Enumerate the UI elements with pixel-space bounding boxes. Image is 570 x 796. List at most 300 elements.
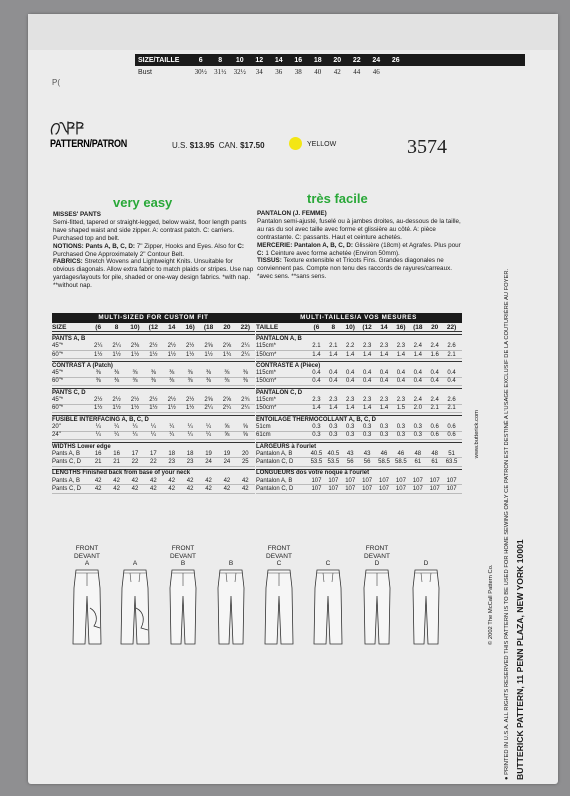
table-cell: 0.4 (379, 378, 389, 385)
table-row: 115cm* 2.3 2.3 2.3 2.3 2.3 2.3 2.4 2.4 2.6 (256, 396, 462, 404)
vertical-website: www.butterick.com (474, 410, 480, 459)
size-value: 16 (294, 56, 303, 64)
pants-sketches (60, 545, 460, 660)
bust-value: 36 (275, 68, 283, 76)
table-cell: ¼ (150, 432, 156, 439)
table-cell: 2.0 (413, 405, 422, 412)
table-cell: 1½ (112, 351, 121, 358)
table-cell: 0.4 (362, 378, 372, 385)
french-title: PANTALON (J. FEMME) (257, 210, 327, 217)
table-cell: ¼ (169, 423, 175, 430)
table-cell: 0.4 (346, 378, 355, 385)
table-cell: 2.3 (379, 397, 389, 404)
table-cell: 0.4 (396, 378, 406, 385)
size-label: SIZE/TAILLE (138, 56, 180, 64)
table-cell: 42 (131, 477, 139, 484)
table-cell: 58.5 (378, 459, 390, 466)
table-cell: 107 (412, 485, 423, 492)
table-cell: 2¼ (112, 343, 121, 350)
table-cell: 42 (223, 477, 231, 484)
table-cell: 48 (431, 450, 439, 457)
table-cell: ⅜ (224, 378, 230, 385)
table-cell: 2.3 (379, 343, 389, 350)
table-cell: 1½ (130, 405, 140, 412)
table-cell: 0.3 (312, 423, 321, 430)
table-cell: 107 (429, 485, 440, 492)
table-cell: ⅜ (242, 370, 248, 377)
pants-icon (411, 568, 441, 646)
table-cell: 19 (205, 450, 212, 457)
envelope-flap (28, 14, 558, 50)
table-row: 150cm* 1.4 1.4 1.4 1.4 1.4 1.5 2.0 2.1 2.1 (256, 405, 462, 413)
table-row: 150cm* 1.4 1.4 1.4 1.4 1.4 1.4 1.4 1.6 2.1 (256, 351, 462, 359)
table-cell: 2½ (149, 397, 158, 404)
table-cell: 0.3 (312, 432, 321, 439)
table-cell: ⅝ (224, 423, 230, 430)
table-cell: 42 (241, 477, 249, 484)
table-cell: ¼ (114, 432, 120, 439)
table-cell: ⅜ (169, 378, 175, 385)
bust-value: 40 (314, 68, 322, 76)
table-row: Pants A, B 16 16 17 17 18 18 19 19 20 (52, 450, 255, 458)
table-cell: 2.6 (447, 343, 456, 350)
table-cell: 17 (131, 450, 139, 457)
table-row: 45"* ⅜ ⅜ ⅜ ⅜ ⅜ ⅜ ⅜ ⅜ ⅜ (52, 369, 255, 377)
table-section-title: CONTRAST A (Patch) (52, 361, 255, 369)
table-section-title: PANTALON C, D (256, 388, 462, 396)
table-cell: 2½ (130, 397, 140, 404)
pants-sketch-a-back: A (110, 560, 160, 646)
price-us: $13.95 (189, 141, 215, 150)
table-cell: 2.3 (396, 397, 406, 404)
table-cell: 1.5 (396, 405, 406, 412)
table-cell: 1½ (204, 351, 213, 358)
table-cell: 2.3 (329, 397, 338, 404)
tres-facile-heading: très facile (307, 191, 368, 206)
table-cell: ⅜ (95, 370, 101, 377)
table-cell: ⅝ (242, 423, 248, 430)
table-cell: 2.4 (430, 397, 439, 404)
size-value: 10 (235, 56, 244, 64)
table-row: 45"* 2¼ 2¼ 2⅜ 2½ 2½ 2½ 2⅝ 2⅝ 2¼ (52, 343, 255, 351)
table-row: 20" ¼ ¼ ¼ ¼ ¼ ¼ ¼ ⅝ ⅝ (52, 423, 255, 431)
size-value: 26 (391, 56, 400, 64)
table-cell: ⅜ (224, 370, 230, 377)
table-cell: 0.4 (379, 370, 389, 377)
table-cell: 0.3 (379, 432, 389, 439)
table-cell: 1.4 (362, 351, 372, 358)
table-row: 115cm* 2.1 2.1 2.2 2.3 2.3 2.3 2.4 2.4 2.6 (256, 343, 462, 351)
pants-icon (216, 568, 246, 646)
table-cell: ¼ (132, 432, 138, 439)
table-cell: ⅜ (132, 370, 138, 377)
table-cell: 2⅝ (222, 343, 232, 350)
table-cell: 2½ (185, 343, 195, 350)
table-cell: 24 (223, 459, 231, 466)
table-cell: 0.3 (329, 423, 338, 430)
table-cell: 40.5 (310, 450, 323, 457)
table-cell: 2.2 (346, 343, 355, 350)
table-cell: 107 (311, 477, 322, 484)
table-cell: 0.3 (396, 432, 406, 439)
table-cell: 107 (362, 477, 373, 484)
table-cell: 107 (362, 485, 373, 492)
table-cell: 1.4 (396, 351, 406, 358)
english-title: MISSES' PANTS (53, 211, 101, 218)
bust-row (135, 67, 525, 77)
table-cell: ⅝ (224, 432, 230, 439)
table-cell: 0.4 (329, 378, 338, 385)
side-mark: P( (52, 78, 60, 87)
very-easy-heading: very easy (113, 195, 173, 210)
table-cell: 2¼ (204, 405, 213, 412)
table-cell: 53.5 (327, 459, 340, 466)
table-cell: 1.4 (379, 405, 389, 412)
table-cell: 1½ (149, 351, 158, 358)
yellow-dot-icon (289, 137, 302, 150)
french-desc: Pantalon semi-ajusté, fuselé ou à jambes droites, au-dessous de la taille, au ras du sol avec taille avec forme et glissière au côté. A: pièce contrastante. C: passants. Haut et ceinture achetés. (257, 217, 461, 241)
table-size-row: SIZE (6 8 10) (12 14 16) (18 20 22) (52, 324, 255, 332)
table-cell: 2.3 (312, 397, 321, 404)
table-cell: 2.3 (362, 397, 372, 404)
table-cell: 42 (223, 485, 231, 492)
table-cell: 0.4 (430, 378, 439, 385)
table-row: 60"* ⅜ ⅜ ⅜ ⅜ ⅜ ⅜ ⅜ ⅜ ⅜ (52, 378, 255, 386)
english-table-bar: MULTI-SIZED FOR CUSTOM FIT (52, 313, 255, 323)
table-cell: 23 (186, 459, 194, 466)
table-cell: ⅜ (206, 378, 212, 385)
table-cell: 1½ (167, 405, 176, 412)
table-cell: 2⅝ (204, 343, 213, 350)
pants-icon (120, 568, 150, 646)
table-cell: 2¼ (241, 351, 250, 358)
table-cell: 107 (328, 485, 339, 492)
english-notions: NOTIONS: Pants A, B, C, D: 7" Zipper, Hooks and Eyes. Also for C: Purchased One Approximately 2" Contour Belt. (53, 242, 244, 258)
table-cell: 2.1 (329, 343, 338, 350)
pants-sketch-b-front: FRONT DEVANT B (158, 545, 208, 646)
table-cell: ¼ (187, 423, 193, 430)
table-cell: 1.6 (430, 351, 439, 358)
table-row: 61cm 0.3 0.3 0.3 0.3 0.3 0.3 0.3 0.6 0.6 (256, 432, 462, 440)
table-cell: 0.4 (312, 378, 321, 385)
table-cell: 2¼ (241, 343, 250, 350)
bust-value: 46 (372, 68, 380, 76)
pants-sketch-d-front: FRONT DEVANT D (352, 545, 402, 646)
bust-value: 38 (294, 68, 302, 76)
size-value: 14 (274, 56, 283, 64)
table-cell: 0.3 (329, 432, 338, 439)
table-cell: 0.3 (362, 432, 372, 439)
table-cell: 0.4 (413, 378, 422, 385)
table-cell: ¼ (206, 432, 212, 439)
pants-icon (362, 568, 392, 646)
table-cell: 42 (241, 485, 249, 492)
price-us-label: U.S. (172, 141, 188, 150)
table-row: 150cm* 0.4 0.4 0.4 0.4 0.4 0.4 0.4 0.4 0.4 (256, 378, 462, 386)
english-fabrics: FABRICS: Stretch Wovens and Lightweight Knits. Unsuitable for obvious diagonals. Allow extra fabric to match plaids or stripes. Use nap yardages/layouts for pile, shaded or one-way design fabrics. *with nap. **without nap. (53, 258, 254, 290)
table-cell: ⅜ (187, 378, 193, 385)
table-cell: 0.4 (312, 370, 321, 377)
table-section-title: WIDTHS Lower edge (52, 442, 255, 450)
size-value: 12 (255, 56, 264, 64)
table-cell: 42 (131, 485, 139, 492)
size-value: 8 (218, 56, 223, 64)
table-cell: 53.5 (310, 459, 323, 466)
table-cell: 51 (448, 450, 455, 457)
table-cell: 46 (380, 450, 388, 457)
table-cell: ¼ (132, 423, 138, 430)
table-cell: ⅜ (132, 378, 138, 385)
table-cell: 1.4 (362, 405, 372, 412)
size-value: 6 (198, 56, 203, 64)
table-cell: 1½ (112, 405, 121, 412)
table-cell: 0.3 (379, 423, 389, 430)
table-cell: 22 (150, 459, 157, 466)
table-cell: 107 (379, 485, 390, 492)
table-cell: 43 (346, 450, 354, 457)
table-cell: 56 (346, 459, 354, 466)
table-cell: 107 (328, 477, 339, 484)
table-cell: ⅜ (114, 378, 120, 385)
table-section-title: PANTALON A, B (256, 334, 462, 342)
table-cell: 2.1 (312, 343, 321, 350)
table-cell: 0.4 (362, 370, 372, 377)
table-cell: 0.4 (447, 370, 456, 377)
table-cell: 1.4 (329, 405, 338, 412)
pants-icon (168, 568, 198, 646)
table-cell: 16 (94, 450, 102, 457)
table-cell: ⅜ (169, 370, 175, 377)
table-cell: 2½ (94, 397, 103, 404)
table-cell: 25 (241, 459, 249, 466)
price-line (172, 141, 265, 150)
table-cell: 0.4 (329, 370, 338, 377)
table-section-title: FUSIBLE INTERFACING A, B, C, D (52, 415, 255, 423)
size-value: 24 (372, 56, 381, 64)
bust-value: 31½ (214, 68, 227, 76)
size-value: 20 (333, 56, 342, 64)
table-cell: 40.5 (327, 450, 340, 457)
table-section-title: LARGEURS à l'ourlet (256, 442, 462, 450)
table-cell: 1.4 (329, 351, 338, 358)
pants-sketch-a-front: FRONT DEVANT A (62, 545, 112, 646)
table-cell: 20 (241, 450, 249, 457)
table-row: 24" ¼ ¼ ¼ ¼ ¼ ¼ ¼ ⅝ ⅝ (52, 432, 255, 440)
table-row: Pants A, B 42 42 42 42 42 42 42 42 42 (52, 477, 255, 485)
table-cell: 107 (345, 477, 356, 484)
price-can-label: CAN. (218, 141, 238, 150)
bust-value: 34 (255, 68, 263, 76)
table-cell: 43 (363, 450, 371, 457)
table-row: Pantalon C, D 53.5 53.5 56 56 58.5 58.5 61 61 63.5 (256, 458, 462, 466)
table-cell: 1¾ (222, 351, 232, 358)
table-cell: 1.4 (413, 351, 422, 358)
table-cell: 0.3 (346, 432, 355, 439)
table-cell: 61 (414, 459, 422, 466)
table-cell: ⅜ (150, 378, 156, 385)
table-cell: 1.4 (346, 351, 355, 358)
table-section-title: LENGTHS Finished back from base of your neck (52, 469, 255, 477)
table-cell: 63.5 (445, 459, 458, 466)
table-cell: 107 (311, 485, 322, 492)
table-cell: 18 (186, 450, 194, 457)
table-cell: 0.6 (430, 432, 439, 439)
table-cell: 58.5 (395, 459, 407, 466)
table-cell: 2½ (185, 397, 195, 404)
table-cell: 0.6 (430, 423, 439, 430)
pants-icon (313, 568, 343, 646)
french-yardage-table (256, 324, 462, 494)
table-cell: ¼ (150, 423, 156, 430)
table-cell: ¼ (114, 423, 120, 430)
table-cell: 42 (186, 485, 194, 492)
french-tissus: TISSUS: Texture extensible et Tricots Fins. Grandes diagonales ne conviennent pas. Compte non tenu des raccords de rayures/carreaux. *avec sens. **sans sens. (257, 257, 452, 281)
table-cell: 107 (412, 477, 423, 484)
table-cell: ¼ (95, 423, 101, 430)
pattern-number: 3574 (407, 136, 447, 158)
table-cell: 2.4 (430, 343, 439, 350)
pants-sketch-c-front: FRONT DEVANT C (254, 545, 304, 646)
table-cell: 2¾ (241, 397, 250, 404)
french-table-bar: MULTI-TAILLES/A VOS MESURES (255, 313, 462, 323)
table-cell: 2½ (167, 343, 176, 350)
table-cell: 19 (223, 450, 231, 457)
table-cell: 42 (168, 477, 176, 484)
table-cell: 22 (131, 459, 139, 466)
table-cell: 107 (446, 485, 457, 492)
table-cell: ⅝ (242, 432, 248, 439)
table-cell: 42 (186, 477, 194, 484)
price-can: $17.50 (240, 141, 265, 150)
size-value: 18 (313, 56, 322, 64)
table-cell: 24 (205, 459, 212, 466)
table-cell: 107 (395, 477, 406, 484)
table-cell: ¼ (95, 432, 101, 439)
table-cell: 42 (113, 477, 120, 484)
table-section-title: LONGUEURS dos votre noque à l'ourlet (256, 469, 462, 477)
table-size-row: TAILLE (6 8 10) (12 14 16) (18 20 22) (256, 324, 462, 332)
vertical-copyright: © 2002 The McCall Pattern Co. (488, 564, 494, 645)
bust-value: 42 (333, 68, 341, 76)
table-cell: 21 (113, 459, 120, 466)
table-cell: ¼ (206, 423, 212, 430)
table-cell: 48 (414, 450, 422, 457)
table-cell: 61 (431, 459, 439, 466)
table-cell: 42 (168, 485, 176, 492)
table-cell: 2.3 (346, 397, 355, 404)
table-cell: 0.3 (346, 423, 355, 430)
bust-label: Bust (138, 68, 153, 76)
table-cell: 2¼ (94, 343, 103, 350)
table-cell: 2.3 (396, 343, 406, 350)
table-cell: 16 (113, 450, 120, 457)
table-cell: 1.4 (312, 405, 321, 412)
table-cell: ⅜ (187, 370, 193, 377)
table-cell: 42 (94, 485, 102, 492)
bust-value: 32½ (233, 68, 246, 76)
table-cell: 0.4 (447, 378, 456, 385)
table-cell: 17 (150, 450, 157, 457)
color-label: YELLOW (307, 141, 337, 148)
table-cell: 0.3 (396, 423, 406, 430)
table-cell: 42 (205, 477, 212, 484)
pants-sketch-b-back: B (206, 560, 256, 646)
table-row: Pantalon A, B 107 107 107 107 107 107 107 107 107 (256, 477, 462, 485)
table-cell: 2.4 (413, 343, 422, 350)
table-row: Pantalon A, B 40.5 40.5 43 43 46 46 48 48 51 (256, 450, 462, 458)
table-row: Pants C, D 42 42 42 42 42 42 42 42 42 (52, 485, 255, 493)
table-row: Pants C, D 21 21 22 22 23 23 24 24 25 (52, 458, 255, 466)
table-cell: 2¼ (222, 405, 232, 412)
english-description (53, 211, 256, 290)
table-cell: 2½ (112, 397, 121, 404)
table-cell: 1½ (94, 405, 103, 412)
table-cell: 56 (363, 459, 371, 466)
bust-value: 30½ (194, 68, 207, 76)
table-cell: 2¼ (241, 405, 250, 412)
table-cell: 1½ (130, 351, 140, 358)
table-cell: 1.4 (312, 351, 321, 358)
table-cell: 107 (379, 477, 390, 484)
table-cell: 107 (429, 477, 440, 484)
table-cell: 42 (113, 485, 120, 492)
french-mercerie: MERCERIE: Pantalon A, B, C, D: Glissière (18cm) et Agrafes. Plus pour C: 1 Ceinture avec forme achetée (Environ 50mm). (257, 241, 461, 257)
table-cell: 0.4 (346, 370, 355, 377)
table-cell: 2.6 (447, 397, 456, 404)
pants-icon (264, 568, 294, 646)
size-value: 22 (352, 56, 361, 64)
table-cell: 2.4 (413, 397, 422, 404)
table-cell: 2.1 (447, 351, 456, 358)
table-cell: 1½ (185, 351, 195, 358)
pants-icon (72, 568, 102, 646)
table-cell: 42 (150, 477, 157, 484)
table-row: 115cm* 0.4 0.4 0.4 0.4 0.4 0.4 0.4 0.4 0.4 (256, 369, 462, 377)
table-cell: ¼ (169, 432, 175, 439)
table-cell: 0.6 (447, 432, 456, 439)
table-cell: 2⅜ (130, 343, 140, 350)
table-cell: 1½ (94, 351, 103, 358)
table-cell: 1½ (149, 405, 158, 412)
pants-sketch-c-back: C (303, 560, 353, 646)
table-row: Pantalon C, D 107 107 107 107 107 107 107 107 107 (256, 485, 462, 493)
table-cell: 0.6 (447, 423, 456, 430)
pants-sketch-d-back: D (401, 560, 451, 646)
english-desc: Semi-fitted, tapered or straight-legged, below waist, floor length pants have shaped waist and side zipper. A: contrast patch. C: carriers. Purchased top and belt. (53, 218, 247, 242)
table-cell: 1.4 (379, 351, 389, 358)
table-cell: 2⅝ (204, 397, 213, 404)
pattern-patron-label: PATTERN/PATRON (50, 138, 128, 150)
table-row: 60"* 1½ 1½ 1½ 1½ 1½ 1½ 2¼ 2¼ 2¼ (52, 405, 255, 413)
table-cell: 107 (446, 477, 457, 484)
table-cell: 2.1 (430, 405, 439, 412)
table-cell: ⅜ (150, 370, 156, 377)
table-cell: 42 (150, 485, 157, 492)
table-row: 60"* 1½ 1½ 1½ 1½ 1½ 1½ 1½ 1¾ 2¼ (52, 351, 255, 359)
table-cell: 0.3 (413, 423, 422, 430)
table-cell: 0.4 (413, 370, 422, 377)
table-row: 51cm 0.3 0.3 0.3 0.3 0.3 0.3 0.3 0.6 0.6 (256, 423, 462, 431)
table-cell: 107 (345, 485, 356, 492)
table-cell: 2⅝ (222, 397, 232, 404)
table-cell: 2.3 (362, 343, 372, 350)
vertical-rights: ● PRINTED IN U.S.A. ALL RIGHTS RESERVED THIS PATTERN IS TO BE USED FOR HOME SEWING ONLY CE PATRON EST DESTINÉ A L'USAGE EXCLUSIF DE LA COUTURIÈRE AU FOYER. (504, 268, 510, 780)
table-cell: 23 (168, 459, 176, 466)
french-description (257, 210, 462, 281)
table-cell: 42 (94, 477, 102, 484)
table-cell: 0.3 (413, 432, 422, 439)
vertical-main: BUTTERICK PATTERN, 11 PENN PLAZA, NEW YORK 10001 (515, 539, 525, 780)
